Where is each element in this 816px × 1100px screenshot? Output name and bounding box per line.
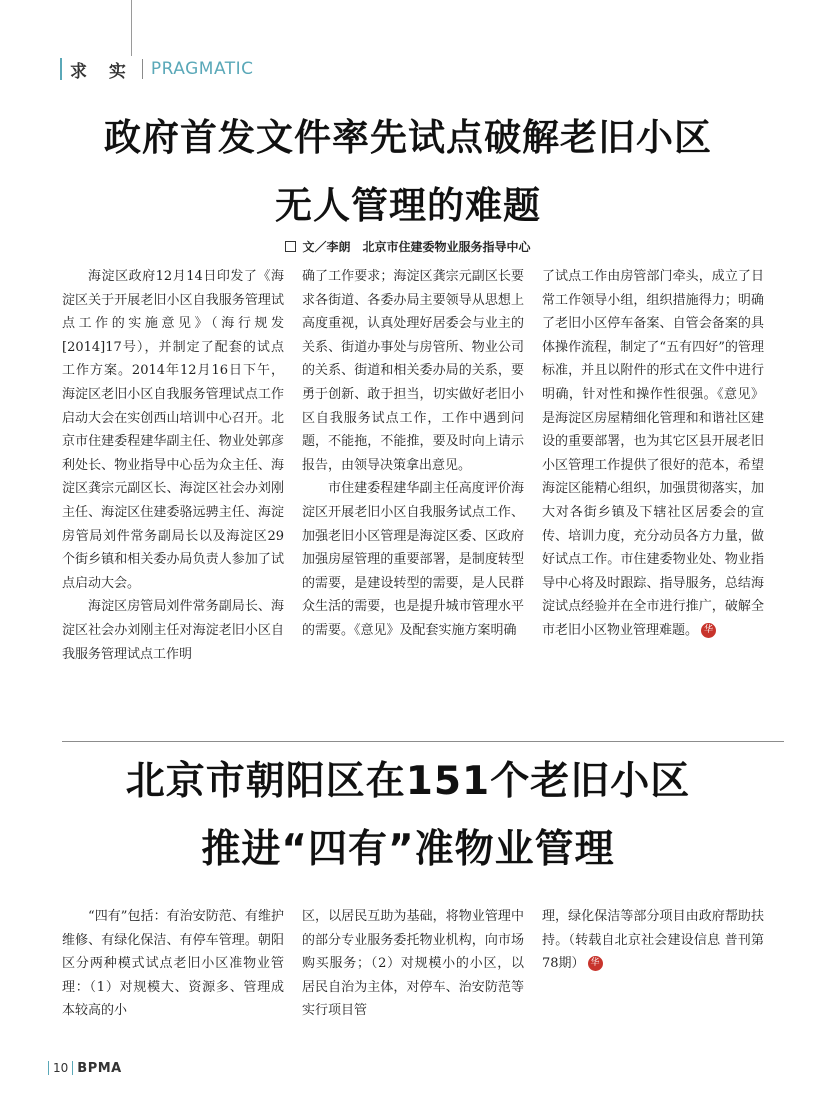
article2-column-3 xyxy=(542,905,764,976)
article2-paragraph: 理，绿化保洁等部分项目由政府帮助扶持。（转载自北京社会建设信息 普刊第78期） xyxy=(542,909,764,972)
header-separator xyxy=(142,59,143,79)
article1-paragraph: 市住建委程建华副主任高度评价海淀区开展老旧小区自我服务试点工作、加强老旧小区管理是海淀区委、区政府加强房屋管理的重要部署，是制度转型的需要，是建设转型的需要，是人民群众生活的需要，也是提升城市管理水平的需要。《意见》及配套实施方案明确 xyxy=(302,481,524,638)
byline-text: 文／李朗 北京市住建委物业服务指导中心 xyxy=(302,240,531,254)
article1-paragraph: 确了工作要求；海淀区龚宗元副区长要求各街道、各委办局主要领导从思想上高度重视，认真处理好居委会与业主的关系、街道办事处与房管所、物业公司的关系、街道和相关委办局的关系，要勇于创新、敢于担当，切实做好老旧小区自我服务试点工作，工作中遇到问题，不能拖，不能推，要及时向上请示报告，由领导决策拿出意见。 xyxy=(302,269,524,473)
article-divider xyxy=(62,741,784,742)
article2-column-1 xyxy=(62,905,284,1023)
article1-byline xyxy=(0,238,816,255)
end-mark-icon: 华 xyxy=(701,623,716,638)
article2-paragraph: “四有”包括：有治安防范、有维护维修、有绿化保洁、有停车管理。朝阳区分两种模式试点老旧小区准物业管理：（1）对规模大、资源多、管理成本较高的小 xyxy=(62,909,284,1019)
article1-title-line1: 政府首发文件率先试点破解老旧小区 xyxy=(104,116,712,159)
page-number: 10 xyxy=(53,1061,69,1075)
footer-brand: BPMA xyxy=(77,1060,122,1076)
header-rule xyxy=(131,0,132,56)
article2-title-line2: 推进“四有”准物业管理 xyxy=(201,827,615,872)
article1-paragraph: 海淀区政府12月14日印发了《海淀区关于开展老旧小区自我服务管理试点工作的实施意见》（海行规发[2014]17号），并制定了配套的试点工作方案。2014年12月16日下午，海淀区老旧小区自我服务管理试点工作启动大会在实创西山培训中心召开。北京市住建委程建华副主任、物业处郭彦利处长、物业指导中心岳为众主任、海淀区龚宗元副区长、海淀区社会办刘刚主任、海淀区住建委骆远骋主任、海淀房管局刘件常务副局长以及海淀区29个街乡镇和相关委办局负责人参加了试点启动大会。 xyxy=(62,269,284,591)
end-mark-icon: 华 xyxy=(588,956,603,971)
section-label-cn: 求 实 xyxy=(70,61,134,82)
section-label-en: PRAGMATIC xyxy=(150,59,254,79)
section-header xyxy=(60,56,254,82)
page-footer xyxy=(48,1058,122,1078)
article1-column-1 xyxy=(62,265,284,666)
article1-column-2 xyxy=(302,265,524,643)
article2-title-line1: 北京市朝阳区在151个老旧小区 xyxy=(125,759,691,804)
article2-paragraph-end xyxy=(542,905,764,976)
article1-paragraph: 海淀区房管局刘件常务副局长、海淀区社会办刘刚主任对海淀老旧小区自我服务管理试点工作明 xyxy=(62,599,284,662)
footer-separator xyxy=(72,1061,73,1075)
footer-bar xyxy=(48,1061,49,1075)
article2-column-2 xyxy=(302,905,524,1023)
article1-column-3 xyxy=(542,265,764,643)
byline-box-icon xyxy=(285,241,296,252)
article1-paragraph: 了试点工作由房管部门牵头，成立了日常工作领导小组，组织措施得力；明确了老旧小区停车备案、自管会备案的具体操作流程，制定了“五有四好”的管理标准，并且以附件的形式在文件中进行明确，针对性和操作性很强。《意见》是海淀区房屋精细化管理和和谐社区建设的重要部署，也为其它区县开展老旧小区管理工作提供了很好的范本，希望海淀区能精心组织，加强贯彻落实，加大对各街乡镇及下辖社区居委会的宣传、培训力度，充分动员各方力量，做好试点工作。市住建委物业处、物业指导中心将及时跟踪、指导服务，总结海淀试点经验并在全市进行推广，破解全市老旧小区物业管理难题。 xyxy=(542,269,764,638)
article2-paragraph: 区，以居民互助为基础，将物业管理中的部分专业服务委托物业机构，向市场购买服务；（2）对规模小的小区，以居民自治为主体，对停车、治安防范等实行项目管 xyxy=(302,909,524,1019)
header-accent-bar xyxy=(60,58,62,80)
article1-paragraph-end xyxy=(542,265,764,643)
article1-title-line2: 无人管理的难题 xyxy=(275,184,541,227)
